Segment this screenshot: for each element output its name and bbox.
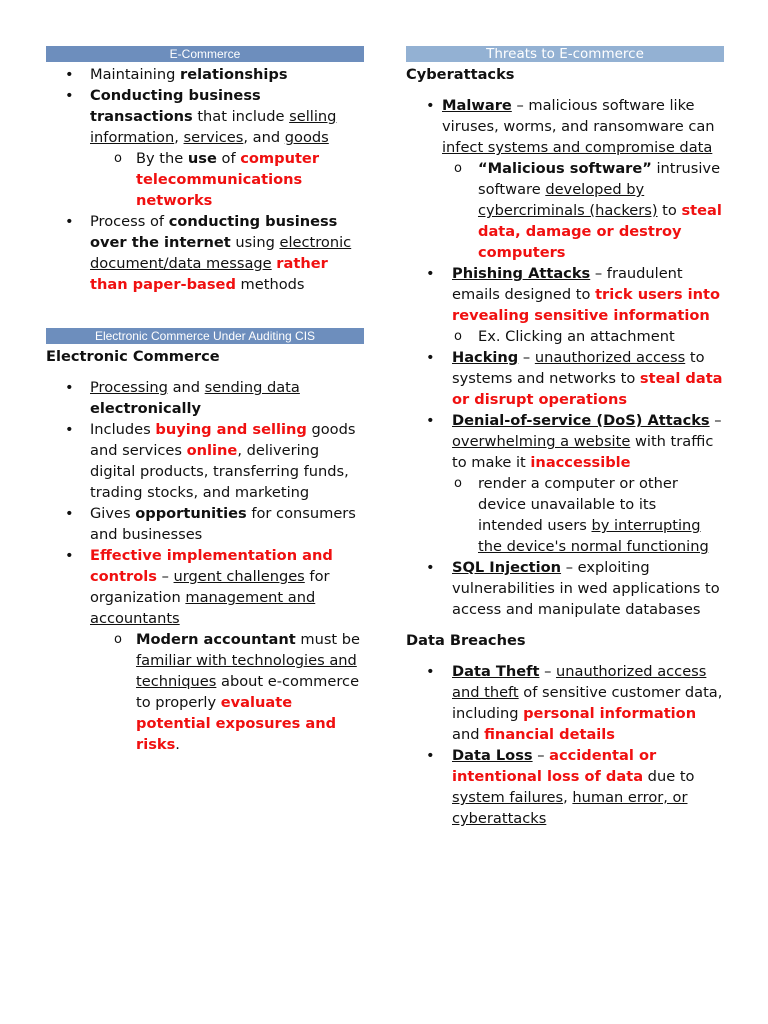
text: –: [709, 412, 722, 429]
bullet-malware: [406, 95, 724, 158]
sub-bullet-malicious-software: [406, 158, 724, 263]
bold-text: electronically: [90, 400, 202, 417]
bullet-phishing: [406, 263, 724, 326]
cyberattacks-heading: Cyberattacks: [406, 66, 515, 83]
bullet-opportunities: [46, 503, 364, 545]
text: Includes: [90, 421, 156, 438]
red-text: steal data, damage or destroy computers: [478, 202, 722, 261]
text: , delivering digital products, transferring funds, trading stocks, and marketing: [90, 442, 349, 501]
red-text: buying and selling: [155, 421, 307, 438]
bold-text: conducting business over the internet: [90, 213, 338, 251]
underlined-text: human error, or cyberattacks: [452, 789, 688, 827]
text: – malicious software like viruses, worms, and ransomware can: [442, 97, 715, 135]
text: .: [175, 736, 180, 753]
red-text: rather than paper-based: [90, 255, 328, 293]
text: Gives: [90, 505, 136, 522]
underlined-text: system failures: [452, 789, 564, 806]
red-text: Effective implementation and controls: [90, 547, 333, 585]
underlined-text: by interrupting the device's normal functioning: [478, 517, 709, 555]
bullet-sql-injection: [406, 557, 724, 620]
text: – exploiting vulnerabilities in wed applications to access and manipulate databases: [452, 559, 720, 618]
bold-underlined-text: Phishing Attacks: [452, 265, 591, 282]
text: Maintaining: [90, 66, 181, 83]
bullet-buying-selling: [46, 419, 364, 503]
bold-text: use: [187, 150, 217, 167]
bold-text: opportunities: [135, 505, 247, 522]
bullet-dos-attacks: [406, 410, 724, 473]
text: ,: [563, 789, 573, 806]
sub-bullet-render-unavailable: [406, 473, 724, 557]
text: and: [167, 379, 205, 396]
sub-bullet-clicking-attachment: [406, 326, 724, 347]
underlined-text: overwhelming a website: [452, 433, 631, 450]
text: of sensitive customer data, including: [452, 684, 723, 722]
underlined-text: electronic document/data message: [90, 234, 352, 272]
auditing-list: [46, 377, 364, 755]
bold-text: “Malicious software”: [478, 160, 652, 177]
text: for organization: [90, 568, 330, 606]
underlined-text: Processing: [90, 379, 168, 396]
bullet-maintaining-relationships: [46, 64, 364, 85]
text: goods and services: [90, 421, 356, 459]
text: methods: [235, 276, 305, 293]
underlined-text: services: [183, 129, 244, 146]
text: By the: [136, 150, 188, 167]
bullet-process-over-internet: [46, 211, 364, 295]
text: of: [216, 150, 241, 167]
text: ,: [174, 129, 184, 146]
text: for consumers and businesses: [90, 505, 356, 543]
left-column: [46, 46, 364, 755]
red-text: trick users into revealing sensitive information: [452, 286, 721, 324]
underlined-text: unauthorized access: [534, 349, 686, 366]
ecommerce-list: [46, 64, 364, 295]
text: –: [518, 349, 535, 366]
bold-underlined-text: Data Theft: [452, 663, 540, 680]
red-text: steal data or disrupt operations: [452, 370, 723, 408]
red-text: evaluate potential exposures and risks: [136, 694, 337, 753]
text: , and: [243, 129, 285, 146]
underlined-text: developed by cybercriminals (hackers): [478, 181, 658, 219]
ecommerce-section-bar: E-Commerce: [46, 46, 364, 62]
bullet-effective-controls: [46, 545, 364, 629]
text: –: [539, 663, 557, 680]
bullet-data-loss: [406, 745, 724, 829]
text: to systems and networks to: [452, 349, 705, 387]
bold-text: Modern accountant: [136, 631, 296, 648]
underlined-text: management and accountants: [90, 589, 316, 627]
red-text: inaccessible: [530, 454, 631, 471]
sub-bullet-modern-accountant: [46, 629, 364, 755]
bold-underlined-text: Denial-of-service (DoS) Attacks: [452, 412, 710, 429]
red-text: financial details: [484, 726, 615, 743]
text: and: [452, 726, 485, 743]
text: –: [156, 568, 174, 585]
underlined-text: familiar with technologies and techniques: [136, 652, 357, 690]
data-breaches-heading: Data Breaches: [406, 632, 526, 649]
bold-text: Conducting business transactions: [90, 87, 261, 125]
sub-bullet-computer-networks: [46, 148, 364, 211]
text: –: [532, 747, 550, 764]
underlined-text: infect systems and compromise data: [442, 139, 713, 156]
text: using: [230, 234, 280, 251]
bold-underlined-text: Hacking: [452, 349, 519, 366]
text: that include: [192, 108, 290, 125]
text: about e-commerce to properly: [136, 673, 360, 711]
text: render a computer or other device unavailable to its intended users: [478, 475, 678, 534]
red-text: online: [186, 442, 238, 459]
bold-underlined-text: Data Loss: [452, 747, 533, 764]
underlined-text: urgent challenges: [173, 568, 305, 585]
threats-section-bar: Threats to E-commerce: [406, 46, 724, 62]
bold-text: relationships: [180, 66, 288, 83]
electronic-commerce-heading: Electronic Commerce: [46, 348, 220, 365]
data-breaches-list: [406, 661, 724, 829]
auditing-section-bar: Electronic Commerce Under Auditing CIS: [46, 328, 364, 344]
bullet-processing-sending: [46, 377, 364, 419]
bold-underlined-text: SQL Injection: [452, 559, 562, 576]
underlined-text: sending data: [204, 379, 300, 396]
text: to: [657, 202, 682, 219]
bullet-data-theft: [406, 661, 724, 745]
right-column: [406, 46, 724, 829]
cyberattacks-list: [406, 95, 724, 620]
text: intrusive software: [478, 160, 721, 198]
text: Ex. Clicking an attachment: [478, 328, 675, 345]
underlined-text: goods: [284, 129, 329, 146]
red-text: personal information: [523, 705, 697, 722]
bullet-conducting-transactions: [46, 85, 364, 148]
underlined-text: selling information: [90, 108, 337, 146]
text: – fraudulent emails designed to: [452, 265, 683, 303]
bullet-hacking: [406, 347, 724, 410]
bold-underlined-text: Malware: [442, 97, 512, 114]
text: must be: [295, 631, 361, 648]
underlined-text: unauthorized access and theft: [452, 663, 707, 701]
red-text: accidental or intentional loss of data: [452, 747, 657, 785]
text: due to: [643, 768, 695, 785]
red-text: computer telecommunications networks: [136, 150, 320, 209]
text: with traffic to make it: [452, 433, 714, 471]
text: Process of: [90, 213, 169, 230]
